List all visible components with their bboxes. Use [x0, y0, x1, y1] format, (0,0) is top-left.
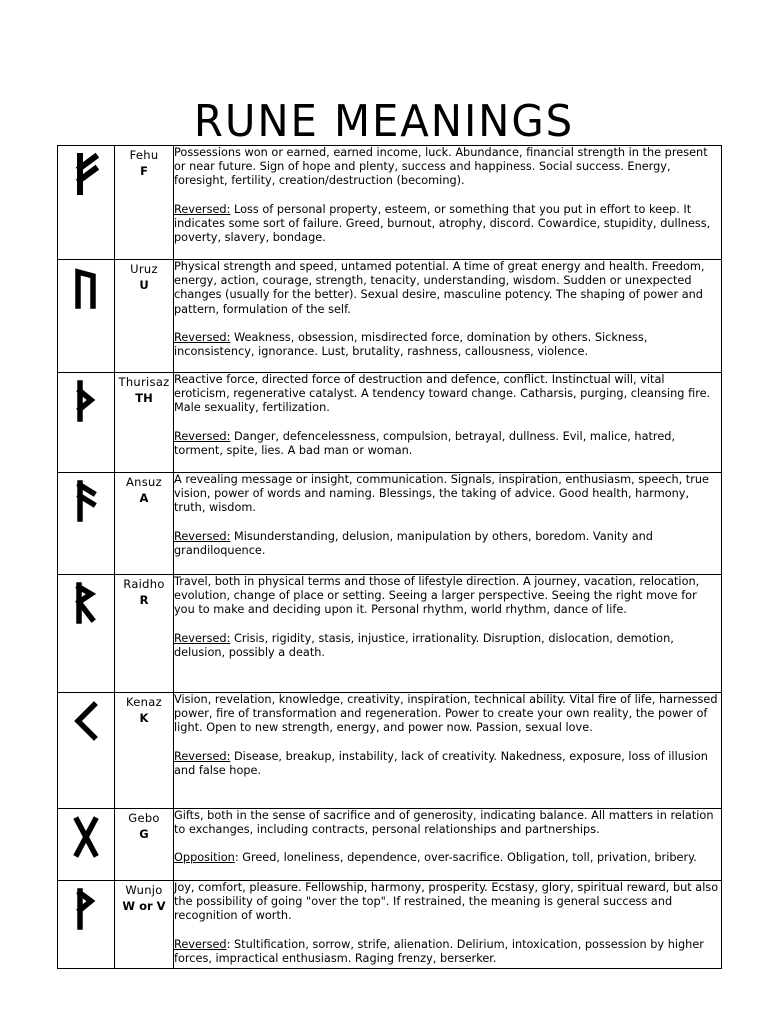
- reversed-label: Reversed:: [174, 429, 231, 443]
- rune-letter: R: [139, 593, 149, 607]
- rune-letter: K: [139, 711, 149, 725]
- upright-meaning: Joy, comfort, pleasure. Fellowship, harmony, prosperity. Ecstasy, glory, spiritual reward, but also the possibility of going "over the top". If restrained, the meaning is general success and recognition of worth.: [174, 881, 719, 923]
- reversed-meaning: Weakness, obsession, misdirected force, domination by others. Sickness, inconsistency, ignorance. Lust, brutality, rashness, callousness, violence.: [174, 330, 648, 359]
- wunjo-rune-icon: [71, 887, 101, 931]
- table-row: [58, 575, 722, 693]
- reversed-meaning: Danger, defencelessness, compulsion, betrayal, dullness. Evil, malice, hatred, torment, spite, lies. A bad man or woman.: [174, 429, 676, 457]
- raidho-rune-icon: [71, 581, 101, 625]
- rune-letter: G: [139, 827, 149, 841]
- upright-meaning: Vision, revelation, knowledge, creativity, inspiration, technical ability. Vital fire of life, harnessed power, fire of transformation and regeneration. Power to create your own reality, the power of light. Open to new strength, energy, and power now. Passion, sexual love.: [174, 693, 718, 735]
- rune-name: Uruz: [130, 262, 158, 276]
- opposition-meaning: : Greed, loneliness, dependence, over-sacrifice. Obligation, toll, privation, bribery.: [234, 851, 697, 865]
- fehu-rune-icon: [71, 152, 101, 196]
- reversed-label: Reversed:: [174, 529, 231, 543]
- rune-letter: U: [139, 278, 149, 292]
- kenaz-rune-icon: [71, 699, 101, 743]
- rune-name: Kenaz: [126, 695, 162, 709]
- rune-letter: F: [140, 164, 148, 178]
- table-row: [58, 260, 722, 373]
- table-row: [58, 146, 722, 260]
- rune-name: Raidho: [123, 577, 165, 591]
- rune-letter: TH: [135, 391, 153, 405]
- reversed-label: Reversed: [174, 937, 227, 951]
- reversed-meaning: Disease, breakup, instability, lack of creativity. Nakedness, exposure, loss of illusion and false hope.: [174, 749, 708, 777]
- reversed-meaning: Loss of personal property, esteem, or something that you put in effort to keep. It indicates some sort of failure. Greed, burnout, atrophy, discord. Cowardice, stupidity, dullness, poverty, slavery, bondage.: [174, 202, 711, 245]
- rune-name: Fehu: [129, 148, 159, 162]
- gebo-rune-icon: [71, 815, 101, 859]
- rune-name: Thurisaz: [118, 375, 170, 389]
- rune-name: Ansuz: [126, 475, 162, 489]
- rune-letter: A: [139, 491, 149, 505]
- ansuz-rune-icon: [71, 479, 101, 523]
- reversed-meaning: Misunderstanding, delusion, manipulation by others, boredom. Vanity and grandiloquence.: [174, 529, 653, 557]
- page-title: RUNE MEANINGS: [193, 96, 575, 147]
- table-row: [58, 881, 722, 969]
- upright-meaning: Physical strength and speed, untamed potential. A time of great energy and health. Freedom, energy, action, courage, strength, tenacity, understanding, wisdom. Sudden or unexpected changes (usually for the better). Sexual desire, masculine potency. The shaping of power and pattern, formulation of the self.: [174, 260, 705, 316]
- table-row: [58, 809, 722, 881]
- upright-meaning: Reactive force, directed force of destruction and defence, conflict. Instinctual will, vital eroticism, regenerative catalyst. A tendency toward change. Catharsis, purging, cleansing fire. Male sexuality, fertilization.: [174, 373, 711, 415]
- reversed-label: Reversed:: [174, 202, 231, 216]
- thurisaz-rune-icon: [71, 379, 101, 423]
- rune-name: Wunjo: [125, 883, 163, 897]
- opposition-label: Opposition: [174, 851, 235, 865]
- reversed-meaning: : Stultification, sorrow, strife, alienation. Delirium, intoxication, possession by higher forces, impractical enthusiasm. Raging frenzy, berserker.: [174, 937, 704, 965]
- reversed-label: Reversed:: [174, 330, 231, 344]
- upright-meaning: Travel, both in physical terms and those of lifestyle direction. A journey, vacation, relocation, evolution, change of place or setting. Seeing a larger perspective. Seeing the right move for you to make and deciding upon it. Personal rhythm, world rhythm, dance of life.: [174, 575, 700, 617]
- reversed-meaning: Crisis, rigidity, stasis, injustice, irrationality. Disruption, dislocation, demotion, delusion, possibly a death.: [174, 631, 674, 659]
- table-row: [58, 473, 722, 575]
- upright-meaning: Gifts, both in the sense of sacrifice and of generosity, indicating balance. All matters in relation to exchanges, including contracts, personal relationships and partnerships.: [174, 809, 714, 837]
- rune-name: Gebo: [128, 811, 160, 825]
- rune-letter: W or V: [122, 899, 166, 913]
- reversed-label: Reversed:: [174, 749, 231, 763]
- upright-meaning: A revealing message or insight, communication. Signals, inspiration, enthusiasm, speech, true vision, power of words and naming. Blessings, the taking of advice. Good health, harmony, truth, wisdom.: [174, 473, 709, 515]
- upright-meaning: Possessions won or earned, earned income, luck. Abundance, financial strength in the present or near future. Sign of hope and plenty, success and happiness. Social success. Energy, foresight, fertility, creation/destruction (becoming).: [174, 146, 708, 188]
- uruz-rune-icon: [71, 266, 101, 310]
- reversed-label: Reversed:: [174, 631, 231, 645]
- table-row: [58, 373, 722, 473]
- rune-table: [57, 145, 722, 969]
- table-row: [58, 693, 722, 809]
